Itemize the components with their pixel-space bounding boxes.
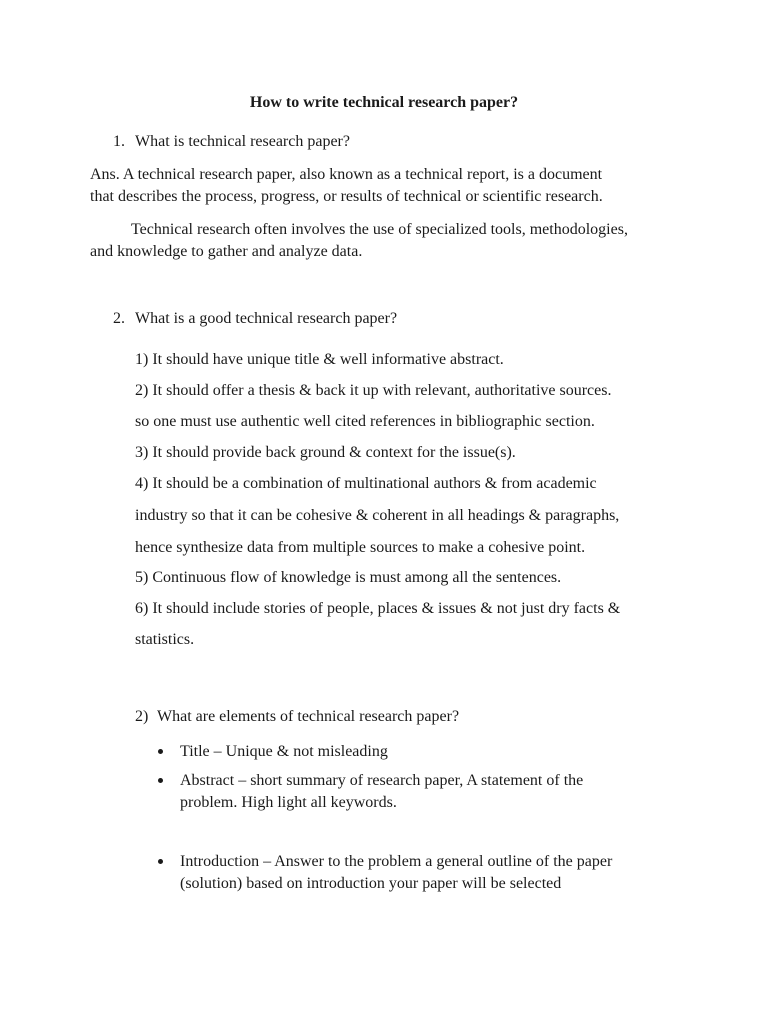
section-1-number: 1. (113, 133, 125, 150)
section-2-point-4-cont-1: industry so that it can be cohesive & coherent in all headings & paragraphs, (135, 507, 620, 524)
bullet-1-line-1: Title – Unique & not misleading (180, 743, 388, 760)
section-2-point-4: 4) It should be a combination of multinational authors & from academic (135, 475, 597, 492)
section-1-paragraph-line-1: Technical research often involves the use of specialized tools, methodologies, (131, 221, 628, 238)
section-2-point-6: 6) It should include stories of people, places & issues & not just dry facts & (135, 600, 621, 617)
bullet-2-line-1: Abstract – short summary of research paper, A statement of the (180, 772, 584, 789)
section-2-question-text: What is a good technical research paper? (135, 310, 398, 327)
section-2-point-2: 2) It should offer a thesis & back it up with relevant, authoritative sources. (135, 382, 612, 399)
section-2-point-5: 5) Continuous flow of knowledge is must among all the sentences. (135, 569, 562, 586)
section-3-question-text: What are elements of technical research paper? (157, 708, 460, 725)
bullet-dot-icon (158, 778, 163, 783)
section-2-number: 2. (113, 310, 125, 327)
page-title: How to write technical research paper? (249, 94, 519, 111)
bullet-3-line-1: Introduction – Answer to the problem a general outline of the paper (180, 853, 613, 870)
bullet-dot-icon (158, 859, 163, 864)
section-2-question (113, 308, 397, 330)
bullet-3-line-2: (solution) based on introduction your paper will be selected (180, 875, 562, 892)
section-2-point-4-cont-2: hence synthesize data from multiple sources to make a cohesive point. (135, 539, 586, 556)
section-2-point-3: 3) It should provide back ground & context for the issue(s). (135, 444, 516, 461)
section-2-point-1: 1) It should have unique title & well informative abstract. (135, 351, 504, 368)
section-1-paragraph-line-2: and knowledge to gather and analyze data. (90, 243, 363, 260)
section-2-point-6-cont: statistics. (135, 631, 195, 648)
section-3-question (135, 706, 459, 728)
section-3-number: 2) (135, 708, 149, 725)
bullet-dot-icon (158, 749, 163, 754)
section-1-question (113, 131, 350, 153)
section-1-question-text: What is technical research paper? (135, 133, 350, 150)
section-1-answer-line-1: Ans. A technical research paper, also known as a technical report, is a document (90, 166, 603, 183)
section-2-point-2-cont: so one must use authentic well cited references in bibliographic section. (135, 413, 595, 430)
bullet-2-line-2: problem. High light all keywords. (180, 794, 397, 811)
section-1-answer-line-2: that describes the process, progress, or results of technical or scientific research. (90, 188, 603, 205)
